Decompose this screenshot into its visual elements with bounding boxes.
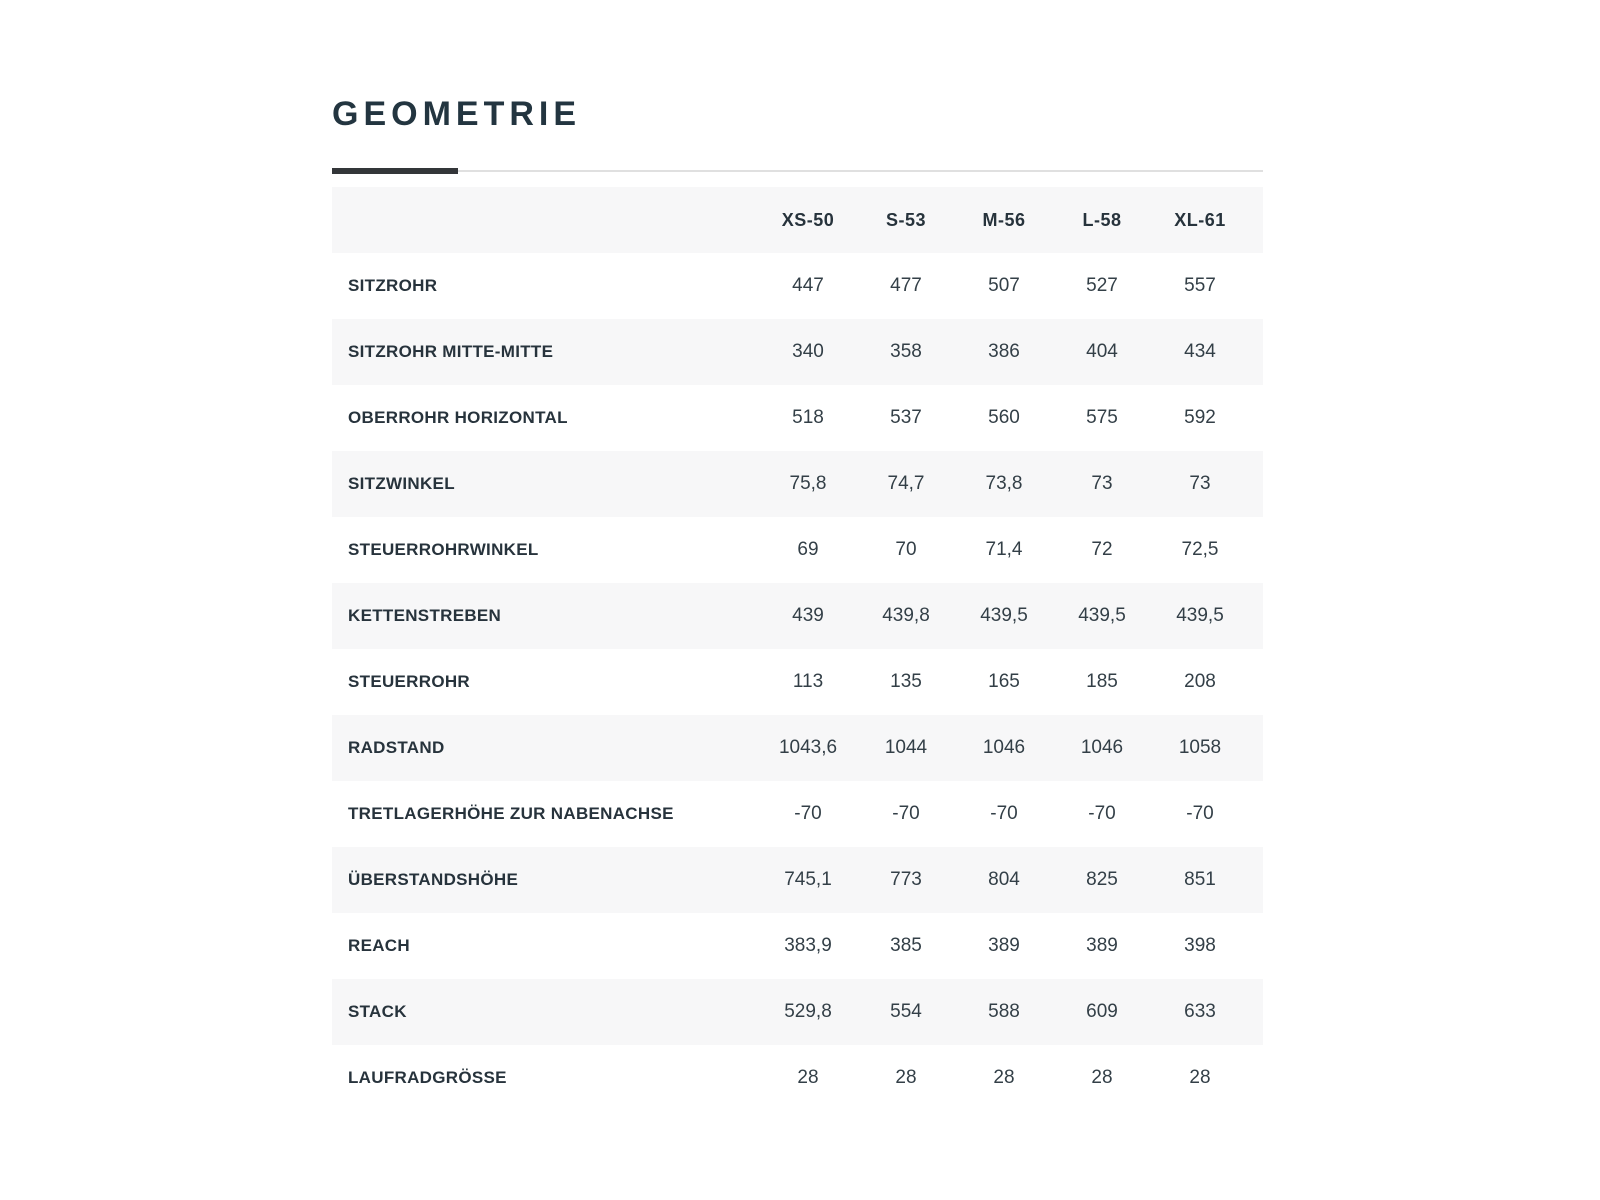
value-cell: 73,8 bbox=[985, 473, 1023, 494]
value-cell: 518 bbox=[792, 407, 824, 428]
value-cell: -70 bbox=[990, 803, 1018, 824]
row-label: REACH bbox=[348, 936, 410, 955]
value-cell: 385 bbox=[890, 935, 922, 956]
value-cell: 825 bbox=[1086, 869, 1118, 890]
size-header-xl61: XL-61 bbox=[1174, 209, 1226, 230]
size-header-m56: M-56 bbox=[982, 209, 1026, 230]
value-cell: 439,5 bbox=[980, 605, 1028, 626]
value-cell: 74,7 bbox=[887, 473, 925, 494]
value-cell: 529,8 bbox=[784, 1001, 832, 1022]
size-header-row bbox=[332, 187, 1263, 253]
value-cell: 439,5 bbox=[1078, 605, 1126, 626]
value-cell: 439 bbox=[792, 605, 824, 626]
value-cell: 1044 bbox=[884, 737, 928, 758]
divider bbox=[332, 170, 1263, 172]
value-cell: 28 bbox=[797, 1067, 819, 1088]
value-cell: 477 bbox=[890, 275, 922, 296]
value-cell: 73 bbox=[1189, 473, 1211, 494]
geometry-table bbox=[332, 187, 1263, 1111]
divider-accent-bar bbox=[332, 168, 458, 174]
table-row bbox=[332, 913, 1263, 979]
table-row bbox=[332, 385, 1263, 451]
value-cell: 1046 bbox=[1080, 737, 1124, 758]
value-cell: 389 bbox=[1086, 935, 1118, 956]
value-cell: 537 bbox=[890, 407, 922, 428]
value-cell: 592 bbox=[1184, 407, 1216, 428]
row-label: STEUERROHR bbox=[348, 672, 471, 691]
page-title: GEOMETRIE bbox=[332, 95, 582, 133]
value-cell: 560 bbox=[988, 407, 1020, 428]
geometry-rows bbox=[332, 253, 1263, 1111]
value-cell: -70 bbox=[1088, 803, 1116, 824]
row-label: SITZROHR bbox=[348, 276, 438, 295]
table-row bbox=[332, 1045, 1263, 1111]
value-cell: -70 bbox=[892, 803, 920, 824]
value-cell: 404 bbox=[1086, 341, 1118, 362]
value-cell: 633 bbox=[1184, 1001, 1216, 1022]
value-cell: 383,9 bbox=[784, 935, 832, 956]
value-cell: 1058 bbox=[1178, 737, 1222, 758]
value-cell: 386 bbox=[988, 341, 1020, 362]
table-row bbox=[332, 253, 1263, 319]
table-row bbox=[332, 319, 1263, 385]
value-cell: 773 bbox=[890, 869, 922, 890]
row-label: KETTENSTREBEN bbox=[348, 606, 502, 625]
value-cell: 575 bbox=[1086, 407, 1118, 428]
value-cell: 439,8 bbox=[882, 605, 930, 626]
table-row bbox=[332, 517, 1263, 583]
value-cell: 557 bbox=[1184, 275, 1216, 296]
value-cell: 851 bbox=[1184, 869, 1216, 890]
table-row bbox=[332, 451, 1263, 517]
value-cell: 745,1 bbox=[784, 869, 832, 890]
value-cell: 804 bbox=[988, 869, 1020, 890]
table-row bbox=[332, 583, 1263, 649]
value-cell: 70 bbox=[895, 539, 917, 560]
value-cell: 389 bbox=[988, 935, 1020, 956]
value-cell: 72 bbox=[1091, 539, 1113, 560]
value-cell: -70 bbox=[1186, 803, 1214, 824]
table-row bbox=[332, 715, 1263, 781]
row-label: RADSTAND bbox=[348, 738, 445, 757]
value-cell: 358 bbox=[890, 341, 922, 362]
table-row bbox=[332, 979, 1263, 1045]
row-label: ÜBERSTANDSHÖHE bbox=[348, 870, 519, 889]
value-cell: 1046 bbox=[982, 737, 1026, 758]
row-label: TRETLAGERHÖHE ZUR NABENACHSE bbox=[348, 804, 674, 823]
row-label: SITZROHR MITTE-MITTE bbox=[348, 342, 554, 361]
size-header-s53: S-53 bbox=[885, 209, 927, 230]
value-cell: 73 bbox=[1091, 473, 1113, 494]
value-cell: 434 bbox=[1184, 341, 1216, 362]
value-cell: 527 bbox=[1086, 275, 1118, 296]
table-row bbox=[332, 781, 1263, 847]
value-cell: 609 bbox=[1086, 1001, 1118, 1022]
value-cell: 72,5 bbox=[1181, 539, 1219, 560]
value-cell: 507 bbox=[988, 275, 1020, 296]
value-cell: 71,4 bbox=[985, 539, 1023, 560]
corner-cell bbox=[332, 187, 759, 253]
table-row bbox=[332, 847, 1263, 913]
value-cell: 398 bbox=[1184, 935, 1216, 956]
row-label: LAUFRADGRÖSSE bbox=[348, 1068, 507, 1087]
size-header-l58: L-58 bbox=[1082, 209, 1122, 230]
row-label: STACK bbox=[348, 1002, 407, 1021]
value-cell: -70 bbox=[794, 803, 822, 824]
value-cell: 340 bbox=[792, 341, 824, 362]
row-label: OBERROHR HORIZONTAL bbox=[348, 408, 568, 427]
value-cell: 554 bbox=[890, 1001, 922, 1022]
value-cell: 28 bbox=[993, 1067, 1015, 1088]
value-cell: 447 bbox=[792, 275, 824, 296]
value-cell: 1043,6 bbox=[778, 737, 838, 758]
row-label: SITZWINKEL bbox=[348, 474, 455, 493]
value-cell: 69 bbox=[797, 539, 819, 560]
value-cell: 185 bbox=[1086, 671, 1118, 692]
size-header-xs50: XS-50 bbox=[781, 209, 835, 230]
value-cell: 439,5 bbox=[1176, 605, 1224, 626]
table-row bbox=[332, 649, 1263, 715]
value-cell: 28 bbox=[1091, 1067, 1113, 1088]
value-cell: 113 bbox=[792, 671, 824, 692]
geometry-section bbox=[332, 96, 1263, 1111]
value-cell: 28 bbox=[895, 1067, 917, 1088]
value-cell: 165 bbox=[988, 671, 1020, 692]
row-label: STEUERROHRWINKEL bbox=[348, 540, 539, 559]
value-cell: 588 bbox=[988, 1001, 1020, 1022]
value-cell: 135 bbox=[890, 671, 922, 692]
value-cell: 28 bbox=[1189, 1067, 1211, 1088]
value-cell: 75,8 bbox=[789, 473, 827, 494]
value-cell: 208 bbox=[1184, 671, 1216, 692]
